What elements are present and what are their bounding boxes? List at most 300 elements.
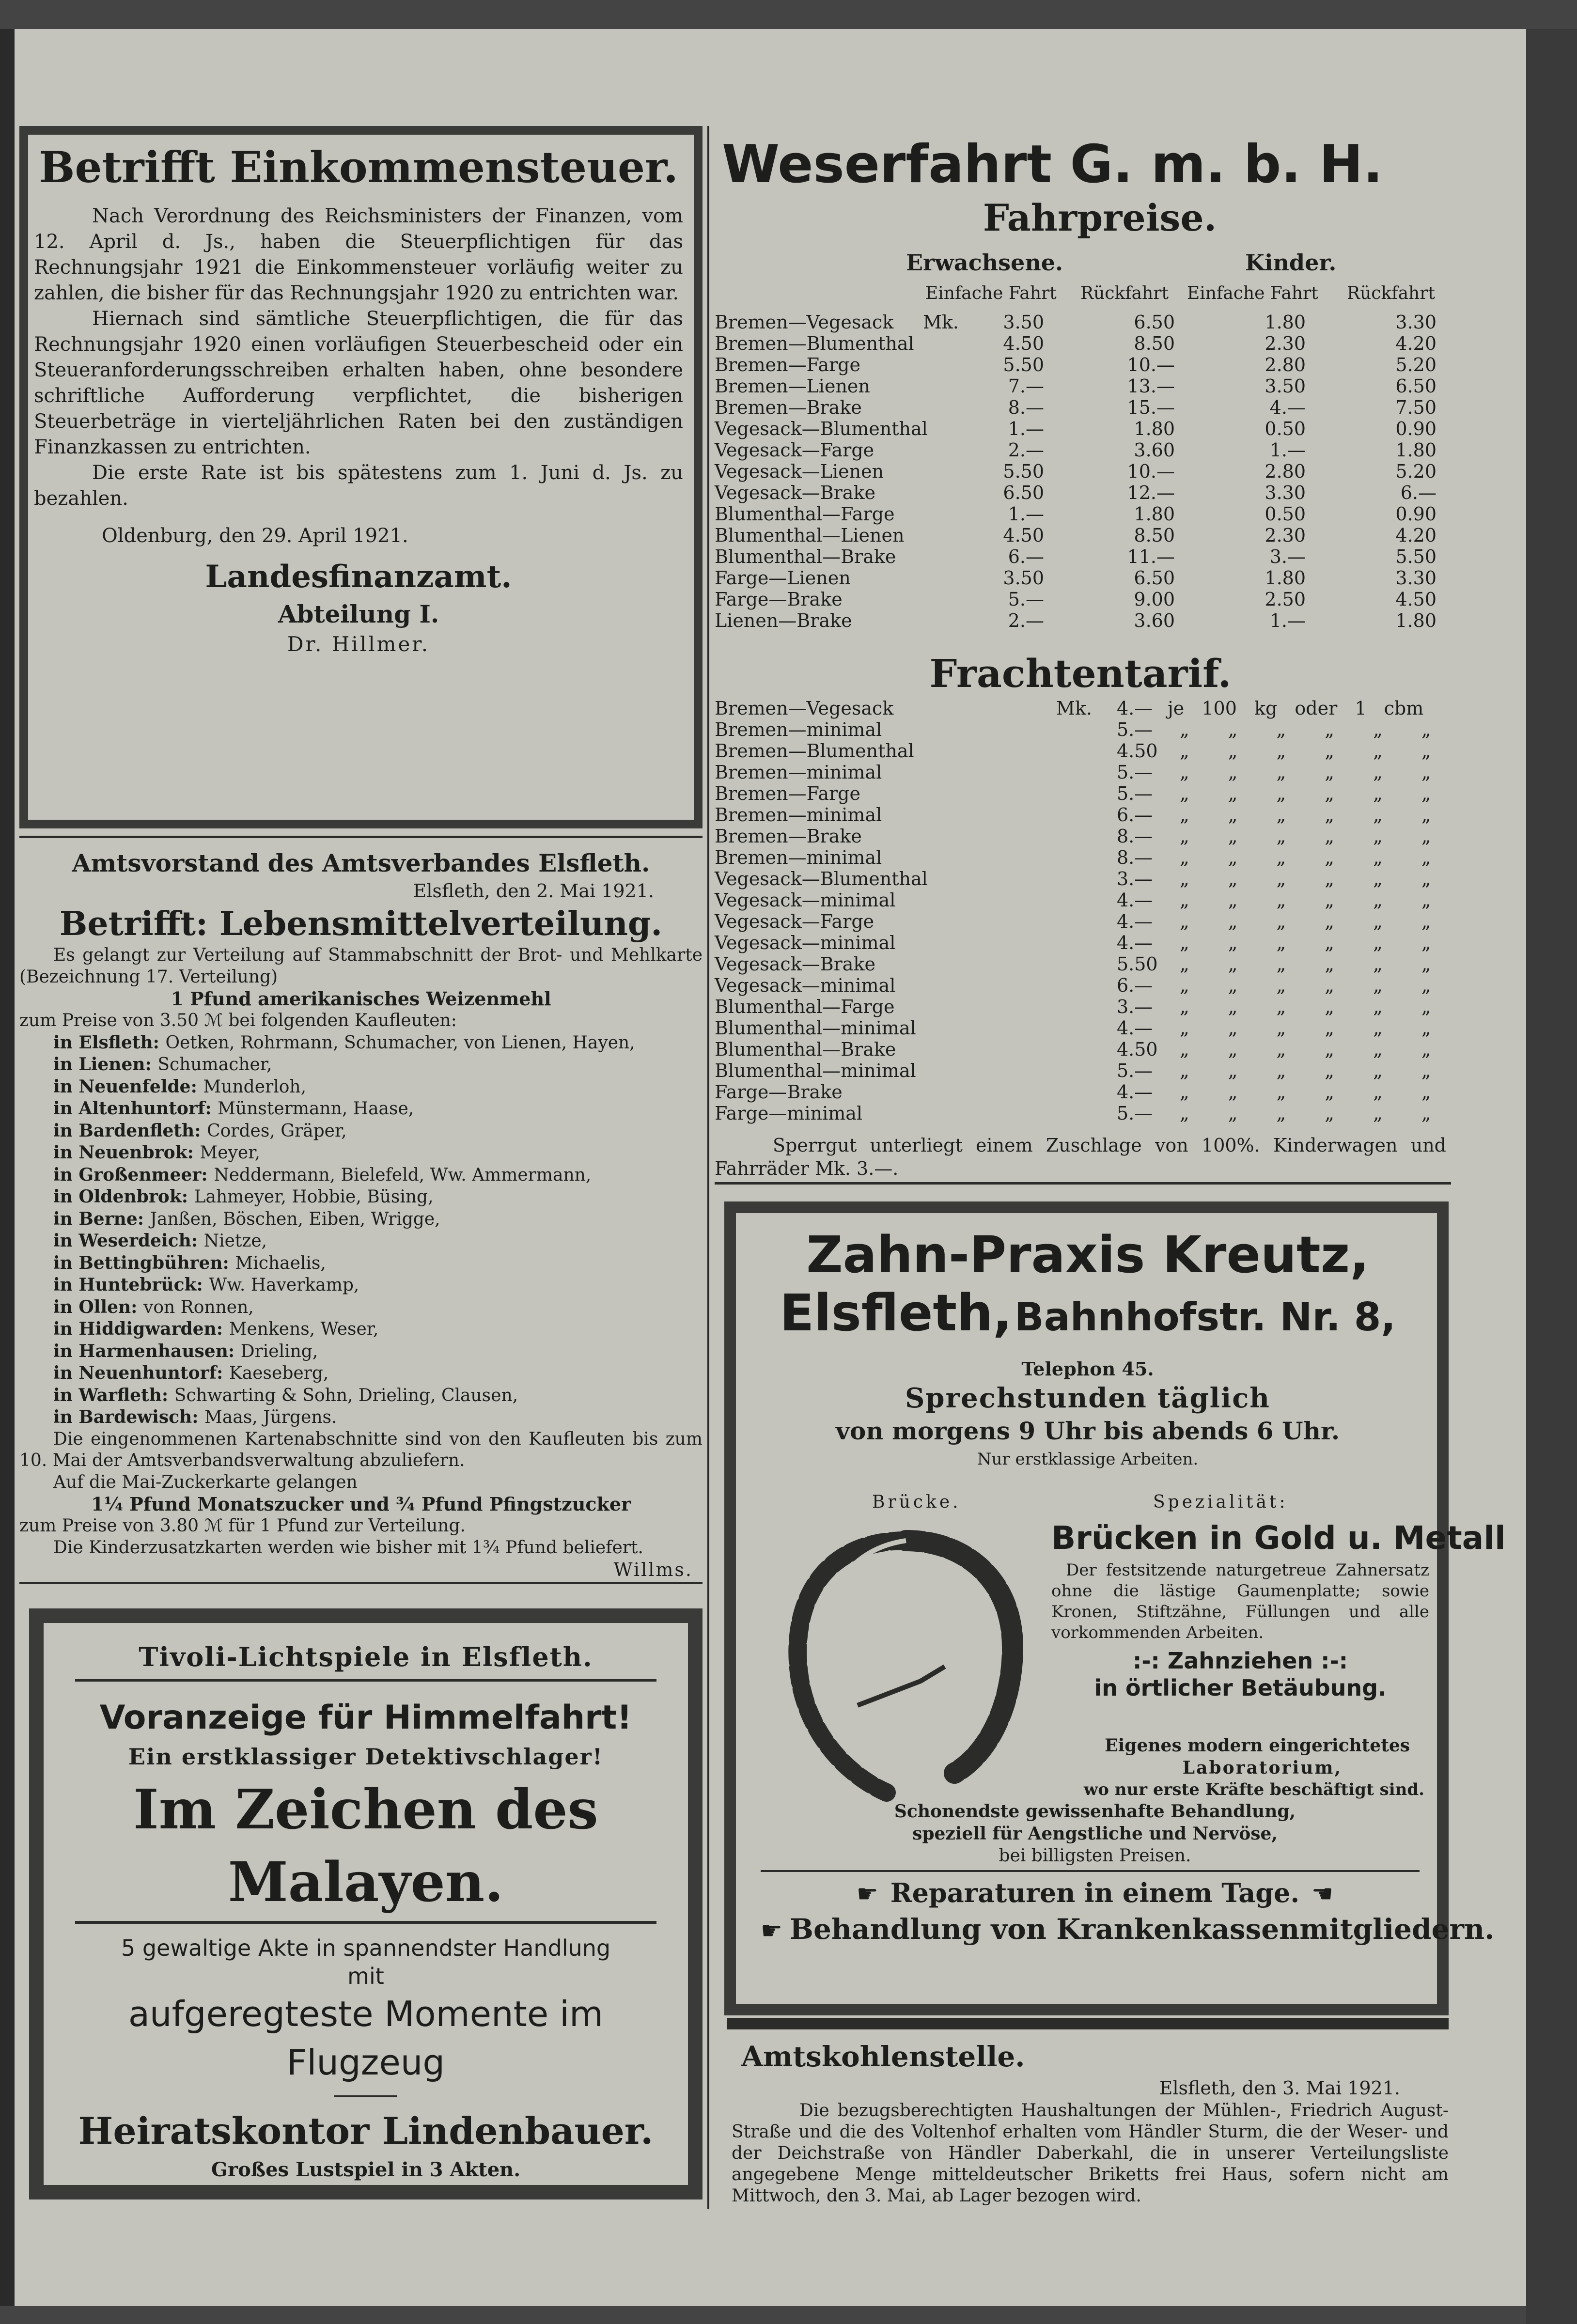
freight-route: Blumenthal—Farge <box>715 996 895 1017</box>
zahnpraxis-lower <box>761 1734 1495 1949</box>
fare-child-single: 1.80 <box>1265 567 1306 589</box>
freight-route: Bremen—minimal <box>715 719 882 740</box>
tivoli-preview: Voranzeige für Himmelfahrt! <box>99 1699 632 1737</box>
fare-adult-return: 3.60 <box>1134 439 1175 461</box>
freight-row <box>715 740 1451 762</box>
fare-row <box>715 418 1451 439</box>
freight-price: 6.— <box>1117 804 1153 826</box>
pointing-hand-icon: ☛ <box>1312 1880 1334 1908</box>
einkommensteuer-paragraph-1: Nach Verordnung des Reichsministers der Finanzen, vom 12. April d. Js., haben die Steuerpflichtigen für das Rechnungsjahr 1921 die Einkommensteuer vorläufig weiter zu zahlen, die bisher für das Rechnungsjahr 1920 zu entrichten war. <box>34 205 683 304</box>
freight-price: 4.50 <box>1117 740 1158 762</box>
tivoli-rule <box>75 1921 656 1924</box>
einkommensteuer-notice <box>34 140 683 659</box>
freight-ditto: „ „ „ „ „ „ <box>1180 847 1431 868</box>
tivoli-comedy: Heiratskontor Lindenbauer. <box>78 2109 654 2152</box>
einkommensteuer-title: Betrifft Einkommensteuer. <box>39 142 678 192</box>
dealer-names: Schwarting & Sohn, Drieling, Clausen, <box>174 1385 518 1405</box>
freight-ditto: „ „ „ „ „ „ <box>1180 911 1431 932</box>
freight-route: Bremen—Blumenthal <box>715 740 914 762</box>
zahnpraxis-specialty-description: Der festsitzende naturgetreue Zahnersatz ohne die lästige Gaumenplatte; sowie Kronen, Stiftzähne, Füllungen und alle vorkommenden Arbeiten. <box>1051 1560 1429 1642</box>
lebensmittel-notice <box>15 848 707 1581</box>
freight-row <box>715 911 1451 932</box>
freight-route: Bremen—minimal <box>715 762 882 783</box>
fare-adult-single: 5.50 <box>1003 461 1044 482</box>
pointing-hand-icon: ☛ <box>856 1880 878 1908</box>
zahnpraxis-treatment-1: Schonendste gewissenhafte Behandlung, <box>894 1801 1296 1822</box>
tivoli-title: Tivoli-Lichtspiele in Elsfleth. <box>139 1641 593 1672</box>
fare-child-single: 0.50 <box>1265 503 1306 525</box>
dealer-names: Kaeseberg, <box>229 1363 329 1383</box>
zahnpraxis-phone: Telephon 45. <box>1021 1358 1154 1380</box>
freight-row <box>715 996 1451 1017</box>
einkommensteuer-paragraph-3: Die erste Rate ist bis spätestens zum 1. Juni d. Js. zu bezahlen. <box>34 462 683 510</box>
freight-ditto: „ „ „ „ „ „ <box>1180 889 1431 911</box>
freight-route: Bremen—minimal <box>715 847 882 868</box>
freight-price: 4.— <box>1117 1017 1153 1039</box>
zahnpraxis-lab-3: wo nur erste Kräfte beschäftigt sind. <box>1083 1780 1424 1799</box>
dealer-row <box>53 1296 707 1319</box>
freight-row <box>715 698 1451 719</box>
fare-child-single: 3.50 <box>1265 375 1306 397</box>
freight-route: Blumenthal—Brake <box>715 1039 896 1060</box>
dealer-place: in Warfleth: <box>53 1385 174 1405</box>
zahnpraxis-insurance: Behandlung von Krankenkassenmitgliedern. <box>789 1913 1495 1946</box>
fare-child-return: 5.20 <box>1395 461 1436 482</box>
dealer-place: in Oldenbrok: <box>53 1186 194 1207</box>
fare-child-single: 2.80 <box>1265 354 1306 375</box>
specialty-label: Spezialität: <box>1153 1492 1288 1512</box>
fare-row <box>715 525 1451 546</box>
dealer-row <box>53 1142 707 1164</box>
dealer-row <box>53 1385 707 1407</box>
zahnpraxis-extraction: :-: Zahnziehen :-: <box>1132 1648 1348 1674</box>
fahrpreise-title: Fahrpreise. <box>983 196 1217 239</box>
freight-price: 4.— <box>1117 889 1153 911</box>
freight-ditto: „ „ „ „ „ „ <box>1180 719 1431 740</box>
fare-child-return: 5.20 <box>1395 354 1436 375</box>
fare-adult-single: 8.— <box>1008 397 1044 418</box>
tivoli-comedy-subtitle: Großes Lustspiel in 3 Akten. <box>211 2158 521 2181</box>
freight-currency: Mk. <box>1056 698 1093 719</box>
fare-row <box>715 461 1451 482</box>
fare-child-single: 1.80 <box>1265 312 1306 333</box>
kohle-text: Die bezugsberechtigten Haushaltungen der Mühlen-, Friedrich August-Straße und die des Voltenhof erhalten vom Händler Sturm, die der Weser- und der Deichstraße von Händler Daberkahl, die in unserer Verteilungsliste angegebene Menge mitteldeutscher Briketts frei Haus, sofern nicht am Mittwoch, den 3. Mai, ab Lager bezogen wird. <box>732 2101 1449 2206</box>
dealer-row <box>53 1054 707 1076</box>
lebensmittel-intro: Es gelangt zur Verteilung auf Stammabschnitt der Brot- und Mehlkarte (Bezeichnung 17. Verteilung) <box>19 945 703 987</box>
fare-child-single: 2.30 <box>1265 333 1306 354</box>
freight-row <box>715 1017 1451 1039</box>
fare-adult-return: 15.— <box>1127 397 1175 418</box>
freight-route: Vegesack—minimal <box>715 889 896 911</box>
fare-child-return: 3.30 <box>1395 567 1436 589</box>
freight-price: 4.— <box>1117 932 1153 953</box>
freight-route: Bremen—Vegesack <box>715 698 894 719</box>
fare-child-return: 0.90 <box>1395 503 1436 525</box>
freight-ditto: „ „ „ „ „ „ <box>1180 1039 1431 1060</box>
freight-price: 8.— <box>1117 847 1153 868</box>
fare-child-single: 4.— <box>1269 397 1306 418</box>
fare-child-return: 4.50 <box>1395 589 1436 610</box>
freight-ditto: „ „ „ „ „ „ <box>1180 783 1431 804</box>
freight-row <box>715 804 1451 826</box>
fare-row <box>715 333 1451 354</box>
fare-adult-return: 3.60 <box>1134 610 1175 631</box>
freight-row <box>715 847 1451 868</box>
freight-ditto: „ „ „ „ „ „ <box>1180 1060 1431 1081</box>
dealer-row <box>53 1230 707 1252</box>
zahnpraxis-hours: von morgens 9 Uhr bis abends 6 Uhr. <box>835 1417 1340 1445</box>
dealer-place: in Ollen: <box>53 1296 143 1317</box>
lebensmittel-price-2: zum Preise von 3.80 ℳ für 1 Pfund zur Verteilung. <box>19 1516 466 1536</box>
zahnpraxis-rule <box>761 1870 1420 1872</box>
dealer-place: in Neuenbrok: <box>53 1142 200 1163</box>
dealer-place: in Neuenhuntorf: <box>53 1363 229 1383</box>
fare-child-single: 3.— <box>1269 546 1306 567</box>
freight-row <box>715 1103 1451 1124</box>
dealer-place: in Altenhuntorf: <box>53 1098 218 1119</box>
lebensmittel-item-1: 1 Pfund amerikanisches Weizenmehl <box>171 988 551 1010</box>
dealer-row <box>53 1274 707 1296</box>
fare-child-return: 0.90 <box>1395 418 1436 439</box>
kohle-date: Elsfleth, den 3. Mai 1921. <box>1159 2077 1400 2099</box>
zahnpraxis-treatment-3: bei billigsten Preisen. <box>999 1846 1191 1866</box>
zahnpraxis-street: Bahnhofstr. Nr. 8, <box>1014 1295 1396 1340</box>
fare-child-single: 1.— <box>1269 610 1306 631</box>
freight-route: Blumenthal—minimal <box>715 1060 916 1081</box>
pointing-hand-icon: ☛ <box>761 1917 782 1945</box>
freight-price: 4.— <box>1117 911 1153 932</box>
zahnpraxis-ad <box>749 1226 1427 1471</box>
dealer-row <box>53 1032 707 1054</box>
einkommensteuer-place-date: Oldenburg, den 29. April 1921. <box>102 525 408 547</box>
section-rule <box>715 1182 1451 1185</box>
freight-ditto: „ „ „ „ „ „ <box>1180 740 1431 762</box>
tivoli-short-rule <box>334 2095 397 2097</box>
dealer-names: Neddermann, Bielefeld, Ww. Ammermann, <box>214 1165 592 1185</box>
dealer-names: Cordes, Gräper, <box>207 1121 347 1141</box>
zahnpraxis-address <box>749 1284 1427 1357</box>
fare-row <box>715 312 1451 333</box>
page-binding <box>0 29 15 2306</box>
fare-adult-single: 2.— <box>1008 610 1044 631</box>
fare-adult-single: 4.50 <box>1003 333 1044 354</box>
zahnpraxis-title: Zahn-Praxis Kreutz, <box>806 1225 1369 1284</box>
fare-adult-single: 3.50 <box>1003 567 1044 589</box>
fares-currency: Mk. <box>923 312 959 333</box>
dealer-row <box>53 1076 707 1098</box>
freight-row <box>715 826 1451 847</box>
kohle-title: Amtskohlenstelle. <box>741 2040 1025 2073</box>
zahnpraxis-repairs-row <box>761 1876 1429 1910</box>
freight-unit: je 100 kg oder 1 cbm <box>1168 698 1424 719</box>
fare-route: Vegesack—Blumenthal <box>715 418 928 439</box>
dealer-names: Maas, Jürgens. <box>204 1407 337 1427</box>
lebensmittel-title: Betrifft: Lebensmittelverteilung. <box>59 905 663 943</box>
freight-ditto: „ „ „ „ „ „ <box>1180 1103 1431 1124</box>
fare-adult-single: 3.50 <box>1003 312 1044 333</box>
dealer-place: in Elsfleth: <box>53 1032 166 1053</box>
dealer-row <box>53 1406 707 1429</box>
freight-ditto: „ „ „ „ „ „ <box>1180 826 1431 847</box>
freight-row <box>715 1060 1451 1081</box>
fare-adult-return: 12.— <box>1127 482 1175 503</box>
zahnpraxis-right-column <box>1051 1516 1506 1701</box>
fare-row <box>715 354 1451 375</box>
zahnpraxis-specialty: Brücken in Gold u. Metall <box>1051 1519 1506 1557</box>
tivoli-mit: mit <box>347 1963 384 1989</box>
fare-adult-single: 5.— <box>1008 589 1044 610</box>
freight-row <box>715 719 1451 740</box>
fare-adult-return: 6.50 <box>1134 312 1175 333</box>
dealer-row <box>53 1252 707 1275</box>
freight-route: Bremen—minimal <box>715 804 882 826</box>
freight-row <box>715 762 1451 783</box>
bridge-instrument <box>858 1667 945 1705</box>
dealer-place: in Bardenfleth: <box>53 1120 207 1141</box>
freight-route: Vegesack—minimal <box>715 932 896 953</box>
fare-adult-return: 8.50 <box>1134 333 1175 354</box>
freight-ditto: „ „ „ „ „ „ <box>1180 1017 1431 1039</box>
einkommensteuer-paragraph-2: Hiernach sind sämtliche Steuerpflichtigen, die für das Rechnungsjahr 1920 einen vorläufigen Steuerbescheid oder ein Steueranforderungsschreiben erhalten haben, ohne besondere schriftliche Aufforderung verpflichtet, die bisherigen Steuerbeträge in vierteljährlichen Raten bei den zuständigen Finanzkassen zu entrichten. <box>34 308 683 458</box>
dealer-names: Münstermann, Haase, <box>218 1099 414 1119</box>
freight-price: 4.— <box>1117 1081 1153 1103</box>
fare-route: Vegesack—Brake <box>715 482 875 503</box>
freight-price: 3.— <box>1117 996 1153 1017</box>
freight-price: 5.50 <box>1117 953 1158 975</box>
fare-adult-return: 6.50 <box>1134 567 1175 589</box>
fare-row <box>715 567 1451 589</box>
dealer-row <box>53 1341 707 1363</box>
zahnpraxis-anesthesia: in örtlicher Betäubung. <box>1094 1675 1387 1701</box>
zahnpraxis-quality: Nur erstklassige Arbeiten. <box>977 1450 1199 1469</box>
zahnpraxis-treatment-2: speziell für Aengstliche und Nervöse, <box>912 1824 1278 1844</box>
fare-child-return: 6.— <box>1400 482 1436 503</box>
freight-row <box>715 975 1451 996</box>
zahnpraxis-repairs: Reparaturen in einem Tage. <box>890 1877 1300 1908</box>
freight-route: Farge—minimal <box>715 1103 863 1124</box>
tivoli-ad <box>58 1638 673 2184</box>
fare-adult-return: 11.— <box>1127 546 1175 567</box>
freight-price: 4.— <box>1117 698 1153 719</box>
fares-group-children: Kinder. <box>1245 250 1337 276</box>
fare-adult-return: 10.— <box>1127 461 1175 482</box>
zahnpraxis-hours-title: Sprechstunden täglich <box>905 1382 1271 1414</box>
freight-route: Vegesack—Farge <box>715 911 874 932</box>
lebensmittel-signature: Willms. <box>613 1559 693 1580</box>
dealer-place: in Lienen: <box>53 1054 158 1075</box>
fare-adult-single: 7.— <box>1008 375 1044 397</box>
freight-price: 8.— <box>1117 826 1153 847</box>
fare-child-return: 3.30 <box>1395 312 1436 333</box>
einkommensteuer-authority: Landesfinanzamt. <box>205 559 512 595</box>
freight-row <box>715 953 1451 975</box>
freight-row <box>715 1039 1451 1060</box>
freight-ditto: „ „ „ „ „ „ <box>1180 953 1431 975</box>
dealer-names: Meyer, <box>200 1143 260 1163</box>
fare-route: Farge—Lienen <box>715 567 851 589</box>
fare-row <box>715 503 1451 525</box>
dealer-place: in Weserdeich: <box>53 1231 204 1251</box>
freight-route: Vegesack—Blumenthal <box>715 868 928 889</box>
fare-route: Farge—Brake <box>715 589 843 610</box>
tivoli-film-title: Im Zeichen des Malayen. <box>133 1778 598 1914</box>
dealer-names: Michaelis, <box>235 1253 326 1273</box>
freight-price: 3.— <box>1117 868 1153 889</box>
tivoli-moments: aufgeregteste Momente im Flugzeug <box>128 1994 604 2083</box>
einkommensteuer-department: Abteilung I. <box>278 600 439 628</box>
fare-adult-return: 8.50 <box>1134 525 1175 546</box>
weserfahrt-ad <box>712 133 1449 240</box>
fare-row <box>715 375 1451 397</box>
fare-route: Blumenthal—Lienen <box>715 525 905 546</box>
fare-adult-single: 5.50 <box>1003 354 1044 375</box>
fare-child-single: 2.80 <box>1265 461 1306 482</box>
fare-child-single: 3.30 <box>1265 482 1306 503</box>
tivoli-rule <box>75 1679 656 1682</box>
fare-adult-single: 1.— <box>1008 418 1044 439</box>
fare-adult-return: 10.— <box>1127 354 1175 375</box>
kohle-notice <box>727 2037 1453 2207</box>
fares-group-adults: Erwachsene. <box>906 250 1063 276</box>
fare-child-return: 4.20 <box>1395 525 1436 546</box>
freight-row <box>715 783 1451 804</box>
freight-row <box>715 932 1451 953</box>
dealer-place: in Harmenhausen: <box>53 1341 241 1361</box>
freight-row <box>715 889 1451 911</box>
fare-row <box>715 397 1451 418</box>
fare-route: Bremen—Farge <box>715 354 860 375</box>
dealer-place: in Bettingbühren: <box>53 1252 235 1273</box>
dealer-names: Janßen, Böschen, Eiben, Wrigge, <box>150 1209 440 1229</box>
lebensmittel-paragraph-2: Die eingenommenen Kartenabschnitte sind von den Kaufleuten bis zum 10. Mai der Amtsverbandsverwaltung abzuliefern. <box>19 1429 703 1470</box>
fare-child-return: 1.80 <box>1395 610 1436 631</box>
dealer-place: in Berne: <box>53 1208 150 1229</box>
section-rule <box>19 836 703 838</box>
tivoli-acts: 5 gewaltige Akte in spannendster Handlung <box>121 1935 611 1961</box>
freight-price: 5.— <box>1117 762 1153 783</box>
frachtentarif-title: Frachtentarif. <box>929 651 1232 696</box>
dealer-place: in Großenmeer: <box>53 1164 214 1185</box>
freight-row <box>715 868 1451 889</box>
dealer-row <box>53 1186 707 1208</box>
dealer-place: in Bardewisch: <box>53 1407 205 1427</box>
dealer-list <box>15 1032 707 1429</box>
zahnpraxis-insurance-row <box>761 1910 1495 1949</box>
fare-adult-return: 1.80 <box>1134 503 1175 525</box>
dealer-names: Oetken, Rohrmann, Schumacher, von Lienen, Hayen, <box>165 1032 635 1053</box>
fare-row <box>715 439 1451 461</box>
fare-row <box>715 610 1451 631</box>
lebensmittel-item-2: 1¼ Pfund Monatszucker und ¾ Pfund Pfingstzucker <box>91 1493 631 1515</box>
zahnpraxis-lab-1: Eigenes modern eingerichtetes <box>1105 1735 1410 1756</box>
fares-header-adults-return: Rückfahrt <box>1080 283 1169 303</box>
fare-adult-single: 1.— <box>1008 503 1044 525</box>
dealer-names: Drieling, <box>240 1341 318 1361</box>
freight-ditto: „ „ „ „ „ „ <box>1180 932 1431 953</box>
fare-adult-return: 13.— <box>1127 375 1175 397</box>
dealer-place: in Hiddigwarden: <box>53 1319 229 1339</box>
fare-child-return: 6.50 <box>1395 375 1436 397</box>
fare-row <box>715 482 1451 503</box>
fare-route: Vegesack—Lienen <box>715 461 884 482</box>
dealer-names: Lahmeyer, Hobbie, Büsing, <box>194 1187 434 1207</box>
freight-price: 5.— <box>1117 1103 1153 1124</box>
weserfahrt-title: Weserfahrt G. m. b. H. <box>722 134 1383 195</box>
fare-route: Blumenthal—Farge <box>715 503 895 525</box>
freight-route: Bremen—Farge <box>715 783 860 804</box>
fare-child-return: 5.50 <box>1395 546 1436 567</box>
fares-header-children-return: Rückfahrt <box>1347 283 1435 303</box>
page-edge <box>1526 29 1577 2324</box>
fare-adult-return: 9.00 <box>1134 589 1175 610</box>
freight-price: 5.— <box>1117 719 1153 740</box>
freight-price: 4.50 <box>1117 1039 1158 1060</box>
section-rule <box>19 1582 703 1584</box>
fare-table <box>715 312 1451 631</box>
einkommensteuer-signature: Dr. Hillmer. <box>287 632 430 656</box>
dealer-names: Schumacher, <box>157 1055 272 1075</box>
dealer-names: Nietze, <box>203 1231 267 1251</box>
fares-header-children-single: Einfache Fahrt <box>1187 283 1318 303</box>
dealer-names: Ww. Haverkamp, <box>209 1275 359 1295</box>
fare-route: Bremen—Lienen <box>715 375 870 397</box>
dealer-names: von Ronnen, <box>143 1297 254 1317</box>
dealer-row <box>53 1208 707 1231</box>
fare-child-single: 1.— <box>1269 439 1306 461</box>
fare-route: Lienen—Brake <box>715 610 852 631</box>
dealer-row <box>53 1098 707 1120</box>
freight-ditto: „ „ „ „ „ „ <box>1180 1081 1431 1103</box>
dealer-names: Menkens, Weser, <box>229 1319 379 1339</box>
fare-child-return: 7.50 <box>1395 397 1436 418</box>
bridge-label: Brücke. <box>872 1492 961 1512</box>
column-rule <box>707 126 709 2209</box>
lebensmittel-paragraph-3: Auf die Mai-Zuckerkarte gelangen <box>53 1472 358 1492</box>
freight-route: Bremen—Brake <box>715 826 862 847</box>
dealer-row <box>53 1318 707 1341</box>
fare-route: Blumenthal—Brake <box>715 546 896 567</box>
dealer-place: in Neuenfelde: <box>53 1076 203 1097</box>
fare-child-single: 2.30 <box>1265 525 1306 546</box>
freight-price: 5.— <box>1117 783 1153 804</box>
section-rule <box>727 2018 1449 2029</box>
freight-route: Vegesack—Brake <box>715 953 875 975</box>
fare-row <box>715 546 1451 567</box>
lebensmittel-header: Amtsvorstand des Amtsverbandes Elsfleth. <box>72 849 650 877</box>
dealer-place: in Huntebrück: <box>53 1275 209 1295</box>
freight-row <box>715 1081 1451 1103</box>
zahnpraxis-town: Elsfleth, <box>780 1283 1012 1342</box>
freight-ditto: „ „ „ „ „ „ <box>1180 804 1431 826</box>
freight-route: Farge—Brake <box>715 1081 843 1103</box>
fare-child-return: 4.20 <box>1395 333 1436 354</box>
fare-child-return: 1.80 <box>1395 439 1436 461</box>
freight-note: Sperrgut unterliegt einem Zuschlage von 100%. Kinderwagen und Fahrräder Mk. 3.—. <box>715 1135 1446 1179</box>
lebensmittel-date: Elsfleth, den 2. Mai 1921. <box>413 880 654 902</box>
fare-adult-single: 6.— <box>1008 546 1044 567</box>
fare-child-single: 0.50 <box>1265 418 1306 439</box>
fares-header-adults-single: Einfache Fahrt <box>925 283 1057 303</box>
newspaper-page <box>15 29 1526 2306</box>
dealer-row <box>53 1164 707 1186</box>
dealer-names: Munderloh, <box>203 1076 307 1097</box>
freight-route: Vegesack—minimal <box>715 975 896 996</box>
fare-adult-single: 6.50 <box>1003 482 1044 503</box>
fare-route: Bremen—Blumenthal <box>715 333 914 354</box>
fare-route: Vegesack—Farge <box>715 439 874 461</box>
freight-price: 5.— <box>1117 1060 1153 1081</box>
fare-adult-return: 1.80 <box>1134 418 1175 439</box>
